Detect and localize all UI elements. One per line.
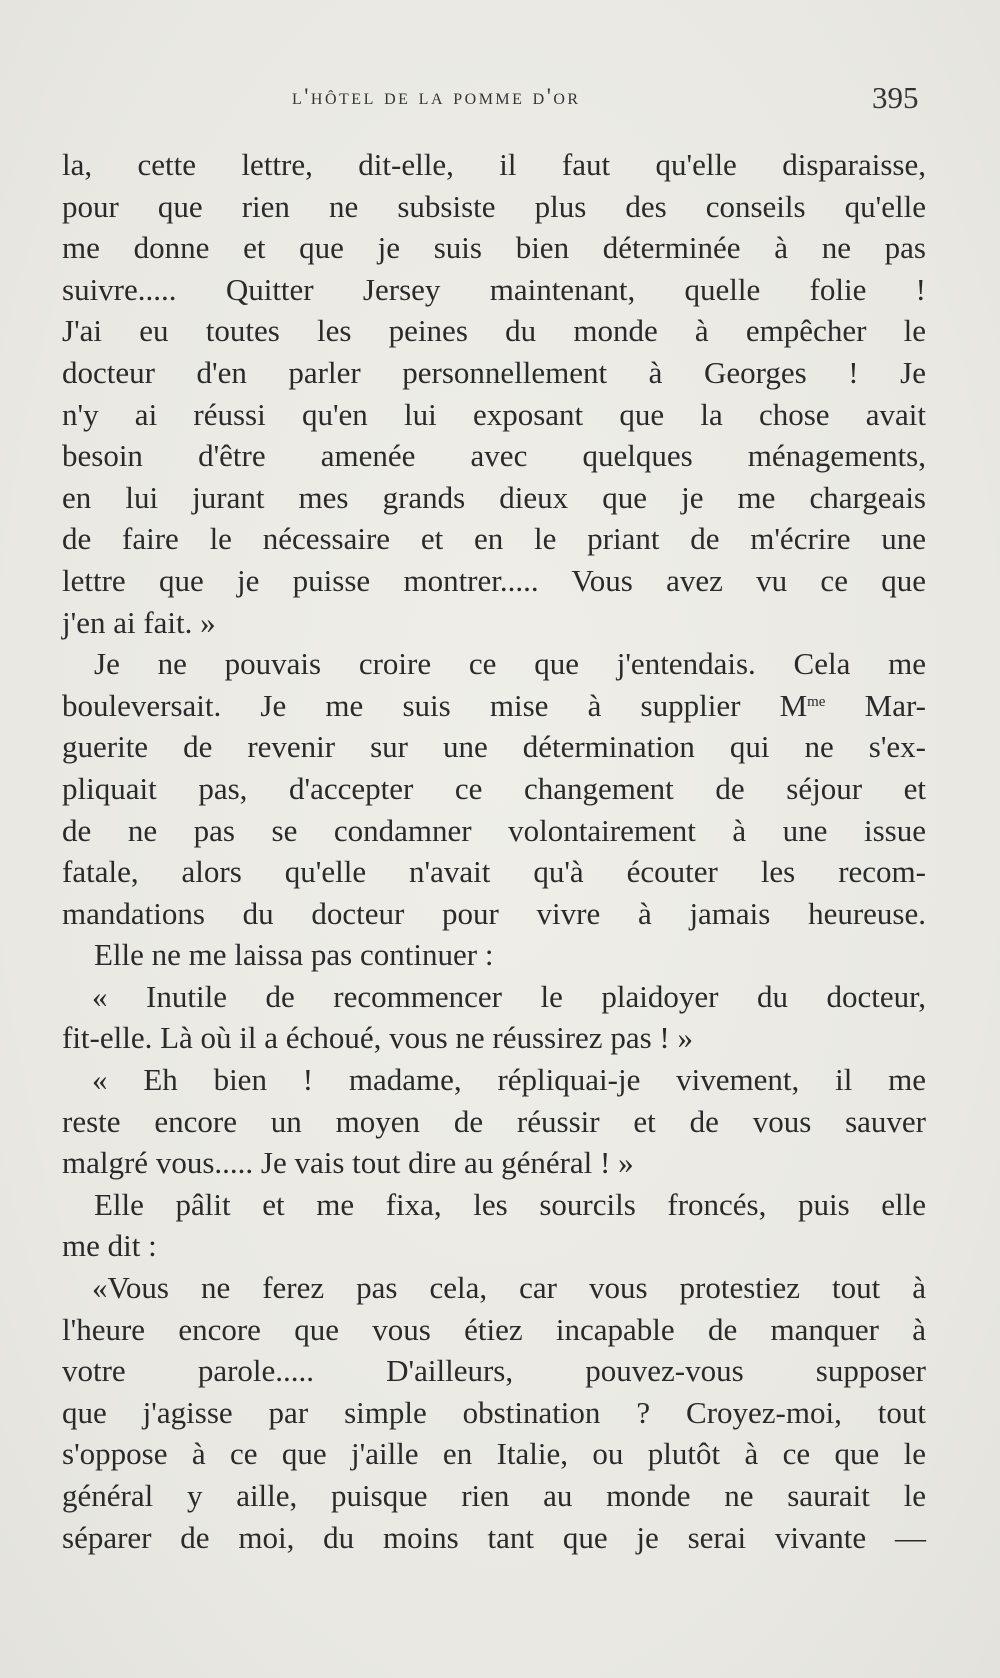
text-line: Elle pâlit et me fixa, les sourcils froncés, puis elle bbox=[94, 1186, 926, 1222]
text-line: de ne pas se condamner volontairement à une issue bbox=[62, 812, 926, 848]
text-line: guerite de revenir sur une détermination qui ne s'ex- bbox=[62, 729, 926, 765]
text-line: suivre..... Quitter Jersey maintenant, quelle folie ! bbox=[62, 271, 926, 307]
text-line: votre parole..... D'ailleurs, pouvez-vous supposer bbox=[62, 1353, 926, 1389]
superscript-me: me bbox=[807, 693, 826, 710]
text-line: s'oppose à ce que j'aille en Italie, ou plutôt à ce que le bbox=[62, 1436, 926, 1472]
text-line: lettre que je puisse montrer..... Vous avez vu ce que bbox=[62, 562, 926, 598]
text-line-with-superscript bbox=[62, 685, 926, 727]
line-text: bouleversait. Je me suis mise à supplier M bbox=[62, 687, 808, 723]
body-text bbox=[62, 144, 926, 1558]
text-line: l'heure encore que vous étiez incapable de manquer à bbox=[62, 1311, 926, 1347]
running-title: l'hôtel de la pomme d'or bbox=[292, 84, 581, 109]
line-text-continuation: Mar- bbox=[825, 687, 926, 723]
text-line: «Vous ne ferez pas cela, car vous protestiez tout à bbox=[92, 1270, 926, 1306]
text-line: « Eh bien ! madame, répliquai-je vivement, il me bbox=[92, 1062, 926, 1098]
text-line: me dit : bbox=[62, 1228, 157, 1264]
text-line: j'en ai fait. » bbox=[62, 604, 216, 640]
text-line: malgré vous..... Je vais tout dire au général ! » bbox=[62, 1145, 634, 1181]
text-line: la, cette lettre, dit-elle, il faut qu'elle disparaisse, bbox=[62, 147, 926, 182]
text-line: J'ai eu toutes les peines du monde à empêcher le bbox=[62, 313, 926, 349]
text-line: que j'agisse par simple obstination ? Croyez-moi, tout bbox=[62, 1394, 926, 1430]
text-line: de faire le nécessaire et en le priant de m'écrire une bbox=[62, 521, 926, 557]
text-line: pour que rien ne subsiste plus des conseils qu'elle bbox=[62, 188, 926, 224]
text-line: en lui jurant mes grands dieux que je me chargeais bbox=[62, 479, 926, 515]
text-line: Elle ne me laissa pas continuer : bbox=[94, 937, 494, 973]
text-line: docteur d'en parler personnellement à Georges ! Je bbox=[62, 354, 926, 390]
text-line: me donne et que je suis bien déterminée à ne pas bbox=[62, 230, 926, 266]
page-header bbox=[0, 80, 1000, 124]
text-line: mandations du docteur pour vivre à jamais heureuse. bbox=[62, 895, 926, 931]
text-line: n'y ai réussi qu'en lui exposant que la chose avait bbox=[62, 396, 926, 432]
text-line: fatale, alors qu'elle n'avait qu'à écouter les recom- bbox=[62, 854, 926, 890]
text-line: Je ne pouvais croire ce que j'entendais. Cela me bbox=[94, 646, 926, 682]
text-line: « Inutile de recommencer le plaidoyer du docteur, bbox=[92, 978, 926, 1014]
text-line: pliquait pas, d'accepter ce changement de séjour et bbox=[62, 770, 926, 806]
text-line: reste encore un moyen de réussir et de vous sauver bbox=[62, 1103, 926, 1139]
text-line: séparer de moi, du moins tant que je serai vivante — bbox=[62, 1519, 926, 1555]
text-line: fit-elle. Là où il a échoué, vous ne réussirez pas ! » bbox=[62, 1020, 693, 1056]
page-number: 395 bbox=[872, 80, 919, 115]
text-line: besoin d'être amenée avec quelques ménagements, bbox=[62, 438, 926, 474]
text-line: général y aille, puisque rien au monde ne saurait le bbox=[62, 1478, 926, 1513]
